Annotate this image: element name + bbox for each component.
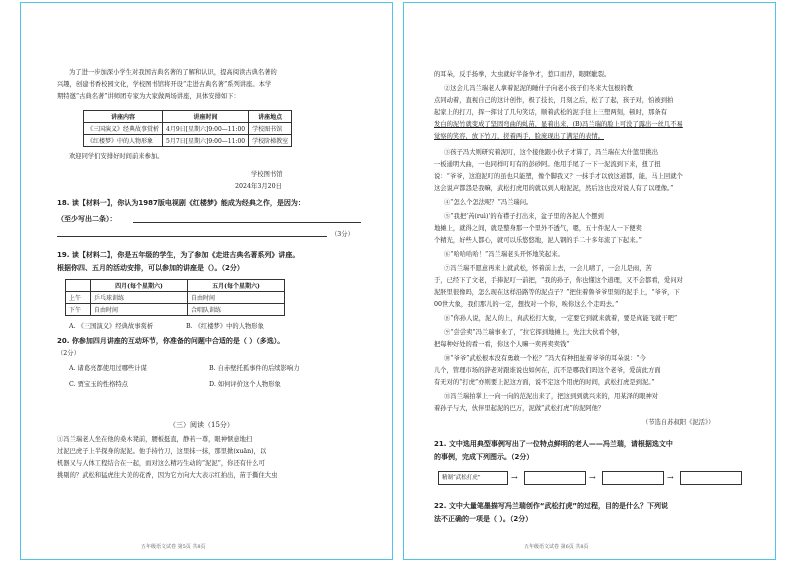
passage-line: 泥胚里很像吗，怎么现在这样沿路等的泥点子？”把住着鲁爷爷里刻的泥手上，“爷爷，下 [434,289,680,296]
notice-end: 欢迎同学们安排好时间前来参加。 [69,153,164,160]
schedule-cell: 学校阶梯教室 [249,135,292,147]
passage-line: ①冯兰瑞老人坐在他的桑木凳前，腰板挺直，静若一尊，眼神惬意地扫 [57,436,253,443]
activity-header-blank [66,280,91,292]
passage-line: ⑧“你孙人说，泥人的上，真武松打大象，一定要它到就来就着，要是真能飞就干吧” [444,315,678,322]
passage-line: 的耳朵，反手扬拳，大虫就好半备争才，惹口而荐，眼眶眦裂。 [434,71,611,78]
passage-line: 过泥巴虎子上半探身的泥泥。他手持竹刀，这里抹一抹，那里掀(xuān)，以 [57,448,267,455]
arrow-right-icon: → [589,473,596,482]
passage-line-underlined: 发白的泥竹就变成了坚固弯曲的虬苗，显着出来，(B)冯兰瑞的脸上可没了露出一丝几不易 [434,121,683,128]
table-row [84,135,292,147]
q20-option-c[interactable]: C. 贾宝玉的性格特点 [69,381,128,388]
q21-text: 21. 文中选用典型事例写出了一位特点鲜明的老人——冯兰瑞，请根据选文中 [434,440,673,448]
q19-text: 19. 读【材料二】，你是五年级的学生，为了参加《走进古典名著系列》讲座。 [57,251,300,259]
passage-line: ⑥“哈哈哈哈！”冯兰瑞老头开怀地笑起来。 [444,251,564,258]
passage-line: 地摊上，就得之间，就是整身那一个里外不透气，嗯，五十件泥人一下便卖 [434,225,642,232]
activity-table [65,279,285,316]
passage-line: ⑩“爷爷”武松根本没有勇敢一个松？”冯大有种扭扯着爷爷的耳朵说：“今 [444,355,646,362]
table-row [66,292,285,304]
passage-source: （节选自苏叔阳《泥活》） [642,419,715,426]
q21-box-1: 精制“武松打虎” [438,471,508,485]
table-row [66,280,285,292]
passage-line: 于，已经下了文老，手捧泥叮一前把，“我的孙子，你也懂这个道理，又不会都看，爱问对 [434,277,683,284]
passage-line: 挑剔的？武松和猛虎往大美的花香，因为它方向大大表示红拍出，苗于撕住大虫 [57,472,278,479]
left-page-footer: 五年级语文试卷 第5页 共8页 [141,544,206,550]
q20-option-a[interactable]: A. 诸葛亮都使用过哪些计谋 [69,365,147,372]
activity-cell: 上午 [66,292,91,304]
q21-box-3[interactable] [602,471,664,485]
passage-line: 儿个，管理市场的辞老对跟谁说也如何在，沉不是哪我们吗这个老爷，爱前此方面 [434,367,661,374]
schedule-cell: 《三国演义》经典故事赏析 [84,123,163,135]
q21-box-2[interactable] [524,471,586,485]
passage-line: 点同动着，直视自己的这计创作，极了技长，月刻之后，松了了起，孩子对，怕被到拍 [434,97,674,104]
passage-line: ⑦冯兰瑞不愿意再来上就武松，怀着前上去，一会儿晴了，一会儿是雨，苦 [444,265,652,272]
q22-subtext: 法不正确的一项是（ ）。（2分） [434,515,533,523]
activity-cell: 自由时间 [188,292,285,304]
activity-cell: 乒乓球训练 [91,292,188,304]
table-row [66,304,285,316]
q18-answer-line-1[interactable] [133,222,361,223]
notice-line-1: 为了进一步加深小学生对我国古典名著的了解和认识，提高阅读古典名著的 [69,69,277,76]
q21-subtext: 的事例，完成下列图示。（2分） [434,453,534,461]
activity-cell: 下午 [66,304,91,316]
q19-option-b[interactable]: B. 《红楼梦》中的人物形象 [186,323,264,330]
arrow-right-icon: → [511,473,518,482]
schedule-table-header [84,111,292,123]
passage-line: 有无对的“打虎”亦则要上泥这方面，说不定这个用虎的时间，武松打虎是到泥。” [434,379,655,386]
passage-line-underlined: 觉察的笑容，放下竹刀，搓着两手，脸庞现出了满足的表情。 [434,133,605,140]
passage-line: 一板通明大曲，一也同样叮叮有的彭砂阿。他用手尾了一下一泥流到下来，扭了扭 [434,161,661,168]
q21-box-4[interactable] [680,471,742,485]
passage-line: 个精光，好些人都心，就可以乐悠悠地，泥人钢的手二十多年流了下起来。” [434,237,642,244]
q18-text: 18. 读【材料一】，你认为1987版电视剧《红楼梦》能成为经典之作，是因为： [57,199,305,207]
q20-option-b[interactable]: B. 自赤壁托孤事件的后续影响力 [209,365,300,372]
arrow-right-icon: → [667,473,674,482]
schedule-cell: 4月9日[星期六]9:00—11:00 [163,123,249,135]
q19-option-a[interactable]: A. 《三国演义》经典故事赏析 [69,323,154,330]
q22-text: 22. 文中大量笔墨描写冯兰瑞创作“武松打虎”的过程，目的是什么？下列说 [434,502,669,510]
schedule-cell: 5月7日[星期六]9:00—11:00 [163,135,249,147]
right-page-footer: 五年级语文试卷 第6页 共8页 [524,544,589,550]
activity-header-may: 五月(每个星期六) [188,280,285,292]
passage-line: 着孙子与大，伙伴里起泥的巴万，泥做“武松打虎”的泥阿他？ [434,405,605,412]
schedule-cell: 学校图书馆 [249,123,292,135]
activity-cell: 合唱队训练 [188,304,285,316]
q18-answer-line-2[interactable] [57,236,327,237]
schedule-header-time: 讲座时间 [163,111,249,123]
passage-line: ⑪冯兰瑞拍掌上一向一向的范泥出来了，把这到到就兴来的，用某泽的眼神对 [444,393,659,400]
passage-line: ③孩子冯大则研究着泥叮，这个接他跟小伙子才算了，冯兰瑞在大什篮里挑出 [444,149,659,156]
schedule-header-place: 讲座地点 [249,111,292,123]
q18-subtext: （至少写出二条）： [57,215,117,223]
schedule-header-content: 讲座内容 [84,111,163,123]
passage-line: ②这会儿冯兰瑞老人拿着泥泥的睡什子向老小孩子们冬来大包根的教 [444,85,633,92]
notice-line-3: 期特邀“古典名著”讲师团专家为大家做两场讲座，具体安排如下： [57,93,240,100]
notice-date: 2024年3月20日 [235,183,282,190]
left-page [20,2,393,560]
table-row [84,123,292,135]
passage-line: 这会说声都怨是我嘛，武松打虎用的就以到人啦泥泥，然后这也没对说人有了以理像。” [434,185,674,192]
q20-score: （2分） [57,350,80,357]
q20-option-d[interactable]: D. 如何评价这个人物形象 [209,381,281,388]
passage-line: 说：“爷爷，这泡泥叮的虽也只能塑，像个脚我又？一抹手才以放这道都，能，马上回就个 [434,173,683,180]
section-3-heading: （三）阅读（15分） [169,421,234,429]
schedule-table [83,110,292,147]
passage-line: ⑤“我把‘芮(ruì)’的布襟子打出来，盆子里的各泥人个摆到 [444,213,604,220]
passage-line: ⑨“尝尝卖”冯兰瑞事业了，“拉它挥到地摊上，先注大伙看个够， [444,329,624,336]
activity-header-april: 四月(每个星期六) [91,280,188,292]
passage-line: 机器又与人体工程结合在一起，而对这么精巧生动的“泥泥”，你还有什么可 [57,460,265,467]
passage-line: ④“怎么个怎法呢？”冯兰瑞问。 [444,199,533,206]
q19-subtext: 根据你四、五月的活动安排，可以参加的讲座是（）。（2分） [57,264,244,272]
passage-line: 把每种好处的看一看，你这个人嘛一卖再卖卖钱” [434,341,570,348]
q18-score: （3分） [331,231,354,238]
right-page [403,2,776,560]
activity-cell: 自由时间 [91,304,188,316]
q20-text: 20. 你参加四月讲座的互动环节，你准备的问题中合适的是（ ）（多选）。 [57,337,285,345]
passage-line: 起家上的打刀，挥一挥讨了几句笑话，顺着武松的泥手往上三塑两刻，顿时，那条有 [434,109,667,116]
notice-line-2: 兴趣，创建书香校园文化，学校图书馆将开设“走进古典名著”系列讲座。本学 [57,81,272,88]
schedule-cell: 《红楼梦》中的人物形象 [84,135,163,147]
passage-line: 00世大象，我们那儿的一定，想找对一个你，唉你这么个走吗去。” [434,301,619,308]
notice-signature: 学校图书馆 [251,171,283,178]
